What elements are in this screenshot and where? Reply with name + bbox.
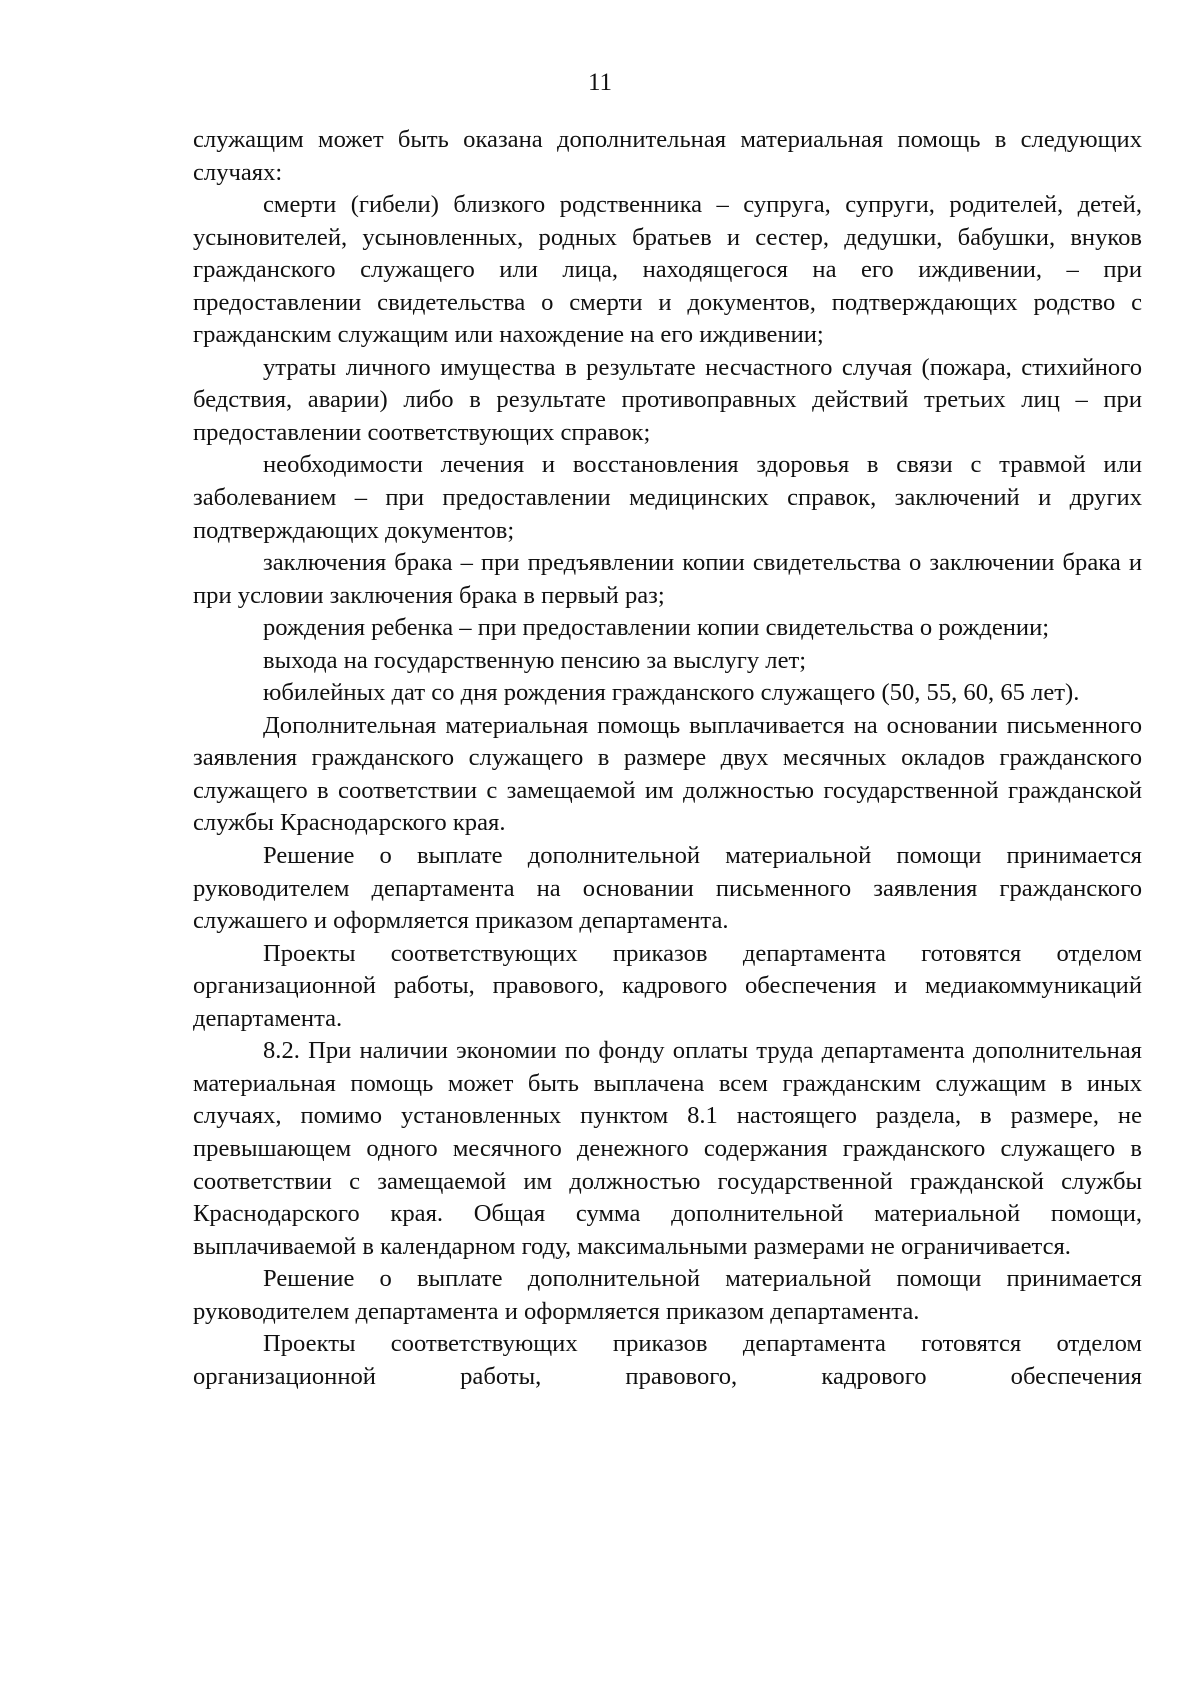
paragraph-payment-basis: Дополнительная материальная помощь выплачивается на основании письменного заявления гражданского служащего в размере двух месячных окладов гражданского служащего в соответствии с замещаемой им должностью государственной гражданской службы Краснодарского края.	[193, 711, 1142, 837]
paragraph-case-property-loss: утраты личного имущества в результате несчастного случая (пожара, стихийного бедствия, аварии) либо в результате противоправных действий третьих лиц – при предоставлении соответствующих справок;	[193, 353, 1142, 446]
paragraph-drafts: Проекты соответствующих приказов департамента готовятся отделом организационной работы, правового, кадрового обеспечения и медиакоммуникаций департамента.	[193, 939, 1142, 1032]
paragraph-case-anniversary: юбилейных дат со дня рождения гражданского служащего (50, 55, 60, 65 лет).	[263, 679, 1080, 707]
paragraph-intro: служащим может быть оказана дополнительная материальная помощь в следующих случаях:	[193, 126, 1142, 186]
page-number: 11	[587, 69, 613, 96]
paragraph-case-death: смерти (гибели) близкого родственника – супруга, супруги, родителей, детей, усыновителей, усыновленных, родных братьев и сестер, дедушки, бабушки, внуков гражданского служащего или лица, находящегося на его иждивении, – при предоставлении свидетельства о смерти и документов, подтверждающих родство с гражданским служащим или нахождение на его иждивении;	[193, 191, 1142, 349]
paragraph-case-marriage: заключения брака – при предъявлении копии свидетельства о заключении брака и при условии заключения брака в первый раз;	[193, 549, 1142, 609]
document-body	[193, 124, 1142, 1393]
paragraph-case-childbirth: рождения ребенка – при предоставлении копии свидетельства о рождении;	[263, 614, 1050, 642]
paragraph-section-8-2: 8.2. При наличии экономии по фонду оплаты труда департамента дополнительная материальная помощь может быть выплачена всем гражданским служащим в иных случаях, помимо установленных пунктом 8.1 настоящего раздела, в размере, не превышающем одного месячного денежного содержания гражданского служащего в соответствии с замещаемой им должностью государственной гражданской службы Краснодарского края. Общая сумма дополнительной материальной помощи, выплачиваемой в календарном году, максимальными размерами не ограничивается.	[193, 1037, 1142, 1260]
paragraph-drafts-2: Проекты соответствующих приказов департамента готовятся отделом организационной работы, правового, кадрового обеспечения	[193, 1330, 1142, 1390]
paragraph-decision-2: Решение о выплате дополнительной материальной помощи принимается руководителем департамента и оформляется приказом департамента.	[193, 1265, 1142, 1325]
paragraph-case-pension: выхода на государственную пенсию за выслугу лет;	[263, 646, 807, 674]
paragraph-decision: Решение о выплате дополнительной материальной помощи принимается руководителем департамента на основании письменного заявления гражданского служашего и оформляется приказом департамента.	[193, 842, 1142, 935]
paragraph-case-treatment: необходимости лечения и восстановления здоровья в связи с травмой или заболеванием – при предоставлении медицинских справок, заключений и других подтверждающих документов;	[193, 451, 1142, 544]
